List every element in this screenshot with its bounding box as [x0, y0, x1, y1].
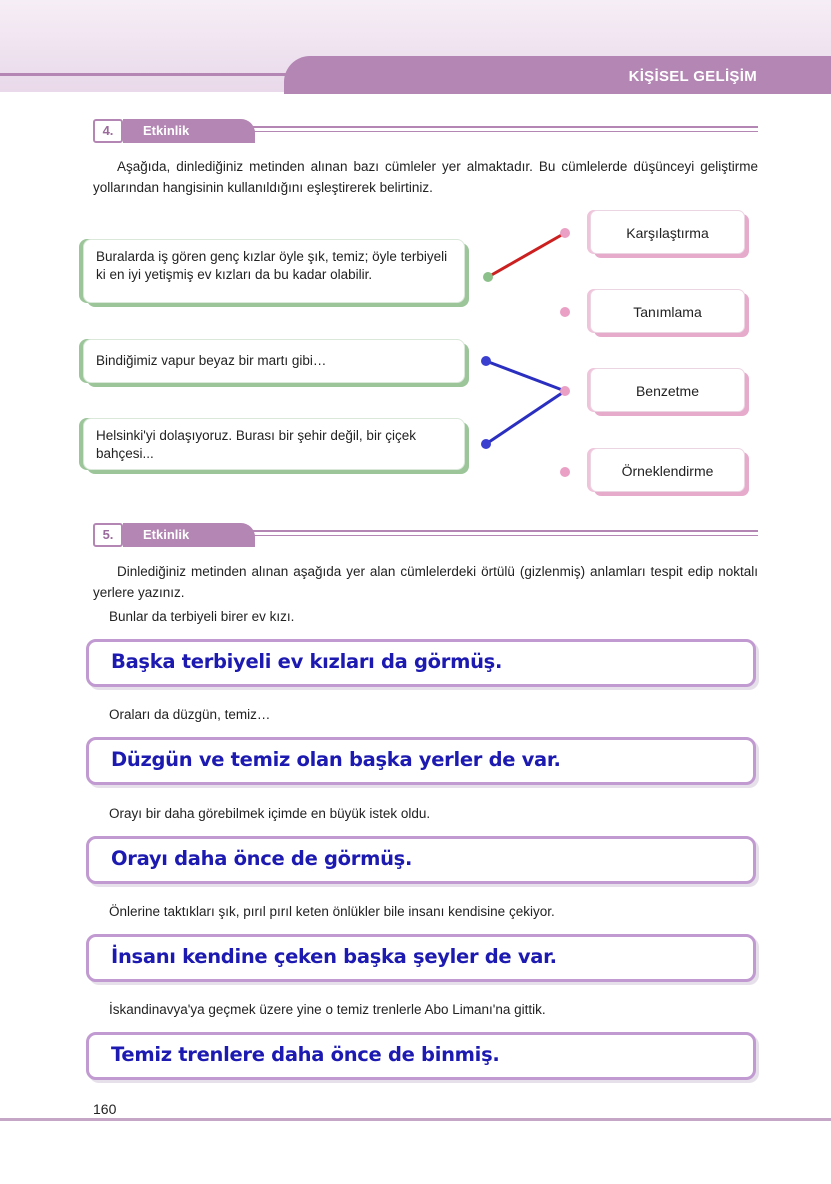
option-4-dot: [560, 467, 570, 477]
activity-5-heading: [93, 521, 758, 549]
answer-text-4: İnsanı kendine çeken başka şeyler de var.: [111, 945, 557, 968]
option-1-dot: [560, 228, 570, 238]
option-3-dot: [560, 386, 570, 396]
item-prompt-1: Bunlar da terbiyeli birer ev kızı.: [109, 609, 295, 624]
activity-5-label: Etkinlik: [123, 523, 255, 547]
page-title: KİŞİSEL GELİŞİM: [628, 68, 757, 85]
option-orneklendirme: Örneklendirme: [590, 448, 745, 492]
answer-text-5: Temiz trenlere daha önce de binmiş.: [111, 1043, 500, 1066]
page-number: 160: [93, 1101, 117, 1117]
page-bottom-line: [0, 1118, 831, 1121]
answer-text-1: Başka terbiyeli ev kızları da görmüş.: [111, 650, 503, 673]
option-benzetme: Benzetme: [590, 368, 745, 412]
heading-rule: [253, 530, 758, 536]
answer-text-2: Düzgün ve temiz olan başka yerler de var.: [111, 748, 561, 771]
answer-field-1[interactable]: [86, 639, 756, 687]
answer-field-2[interactable]: [86, 737, 756, 785]
sentence-1-dot: [483, 272, 493, 282]
sentence-card-3: Helsinki'yi dolaşıyoruz. Burası bir şehir değil, bir çiçek bahçesi...: [83, 418, 465, 470]
sentence-card-2: Bindiğimiz vapur beyaz bir martı gibi…: [83, 339, 465, 383]
activity-4-number: 4.: [93, 119, 123, 143]
item-prompt-2: Oraları da düzgün, temiz…: [109, 707, 271, 722]
match-line-1: [488, 233, 565, 277]
activity-5-instructions: Dinlediğiniz metinden alınan aşağıda yer alan cümlelerdeki örtülü (gizlenmiş) anlamları tespit edip noktalı yerlere yazınız.: [93, 564, 758, 600]
answer-field-3[interactable]: [86, 836, 756, 884]
header-line: [0, 73, 300, 76]
match-line-2: [486, 361, 565, 391]
activity-4-heading: [93, 117, 758, 145]
option-karsilastirma: Karşılaştırma: [590, 210, 745, 254]
activity-5-number: 5.: [93, 523, 123, 547]
activity-4-instructions: Aşağıda, dinlediğiniz metinden alınan bazı cümleler yer almaktadır. Bu cümlelerde düşünceyi geliştirme yollarından hangisinin kullanıldığını eşleştirerek belirtiniz.: [93, 159, 758, 195]
item-prompt-5: İskandinavya'ya geçmek üzere yine o temiz trenlerle Abo Limanı'na gittik.: [109, 1002, 546, 1017]
answer-field-4[interactable]: [86, 934, 756, 982]
answer-text-3: Orayı daha önce de görmüş.: [111, 847, 413, 870]
item-prompt-4: Önlerine taktıkları şık, pırıl pırıl keten önlükler bile insanı kendisine çekiyor.: [109, 904, 555, 919]
sentence-2-dot: [481, 356, 491, 366]
answer-field-5[interactable]: [86, 1032, 756, 1080]
option-2-dot: [560, 307, 570, 317]
sentence-3-dot: [481, 439, 491, 449]
activity-4-label: Etkinlik: [123, 119, 255, 143]
sentence-card-1: Buralarda iş gören genç kızlar öyle şık, temiz; öyle terbiyeli ki en iyi yetişmiş ev kızları da bu kadar olabilir.: [83, 239, 465, 303]
match-line-3: [486, 391, 565, 444]
option-tanimlama: Tanımlama: [590, 289, 745, 333]
heading-rule: [253, 126, 758, 132]
item-prompt-3: Orayı bir daha görebilmek içimde en büyük istek oldu.: [109, 806, 431, 821]
